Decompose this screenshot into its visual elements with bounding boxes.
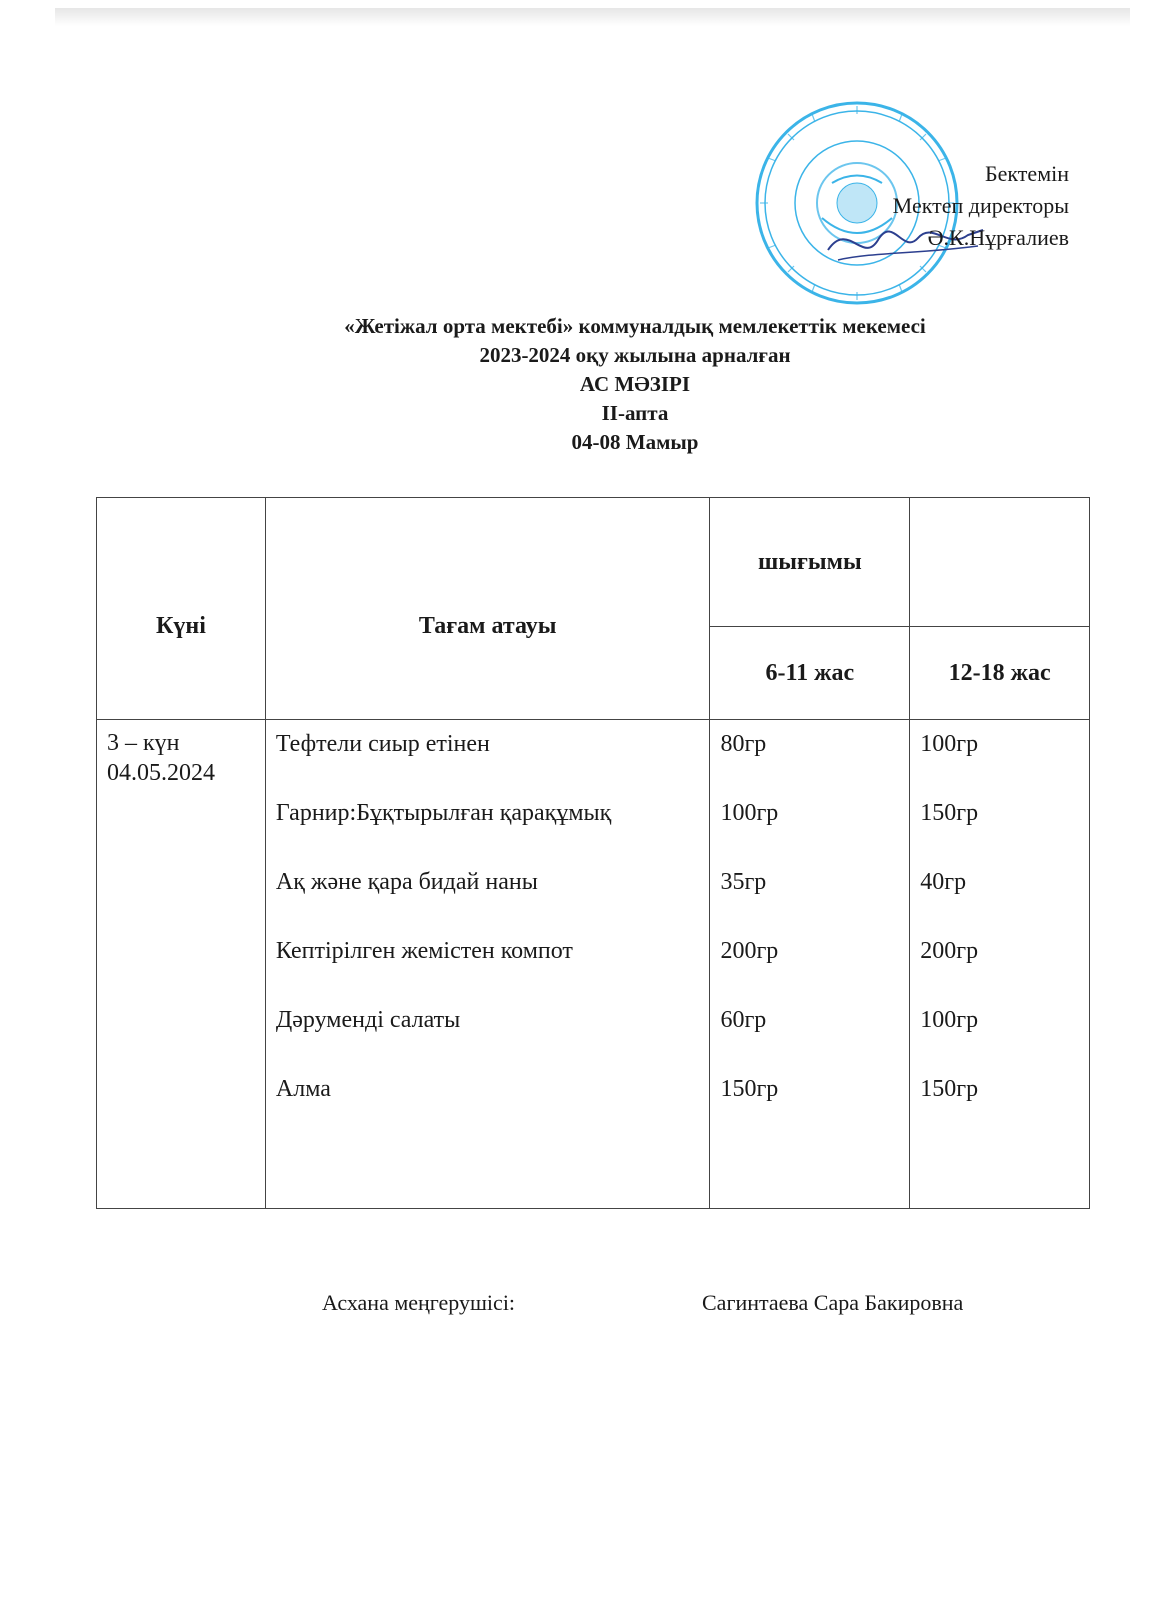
header-age-6-11: 6-11 жас	[710, 627, 910, 720]
approval-block	[893, 158, 1069, 254]
header-day: Күні	[97, 498, 266, 720]
list-item: 80гр	[720, 731, 767, 757]
header-row	[97, 498, 1090, 627]
document-heading	[0, 312, 1163, 457]
day-date: 04.05.2024	[107, 760, 215, 786]
list-item: Дәруменді салаты	[275, 1007, 461, 1033]
director-position: Мектеп директоры	[892, 193, 1069, 218]
date-range: 04-08 Мамыр	[571, 430, 699, 454]
header-output: шығымы	[710, 498, 910, 627]
document-title: АС МӘЗІРІ	[579, 372, 691, 396]
list-item: Гарнир:Бұқтырылған қарақұмық	[275, 800, 612, 826]
list-item: 100гр	[920, 731, 979, 757]
director-name: Ә.К.Нұрғалиев	[927, 225, 1069, 250]
age-12-18-column	[910, 720, 1090, 1209]
list-item: 150гр	[920, 1076, 979, 1102]
day-label: 3 – күн	[107, 730, 180, 756]
list-item: Алма	[275, 1076, 331, 1102]
school-name: «Жетіжал орта мектебі» коммуналдық мемлекеттік мекемесі	[344, 314, 926, 338]
list-item: 60гр	[720, 1007, 767, 1033]
list-item: 150гр	[720, 1076, 779, 1102]
header-dish: Тағам атауы	[265, 498, 710, 720]
age-6-11-column	[710, 720, 910, 1209]
approved-label: Бектемін	[985, 161, 1069, 186]
table-row	[97, 720, 1090, 1209]
menu-table	[96, 497, 1090, 1209]
header-empty	[910, 498, 1090, 627]
day-cell	[97, 720, 266, 1209]
list-item: Тефтели сиыр етінен	[275, 731, 490, 757]
week-label: ІІ-апта	[601, 401, 669, 425]
dish-column	[265, 720, 710, 1209]
list-item: Ақ және қара бидай наны	[275, 869, 538, 895]
list-item: 100гр	[720, 800, 779, 826]
list-item: 40гр	[920, 869, 967, 895]
footer-name: Сагинтаева Сара Бакировна	[702, 1290, 964, 1315]
footer-role: Асхана меңгерушісі:	[322, 1290, 516, 1315]
list-item: Кептірілген жемістен компот	[275, 938, 573, 964]
list-item: 200гр	[920, 938, 979, 964]
list-item: 100гр	[920, 1007, 979, 1033]
list-item: 35гр	[720, 869, 767, 895]
header-age-12-18: 12-18 жас	[910, 627, 1090, 720]
list-item: 200гр	[720, 938, 779, 964]
list-item: 150гр	[920, 800, 979, 826]
scan-edge	[55, 8, 1130, 26]
academic-year: 2023-2024 оқу жылына арналған	[479, 343, 791, 367]
